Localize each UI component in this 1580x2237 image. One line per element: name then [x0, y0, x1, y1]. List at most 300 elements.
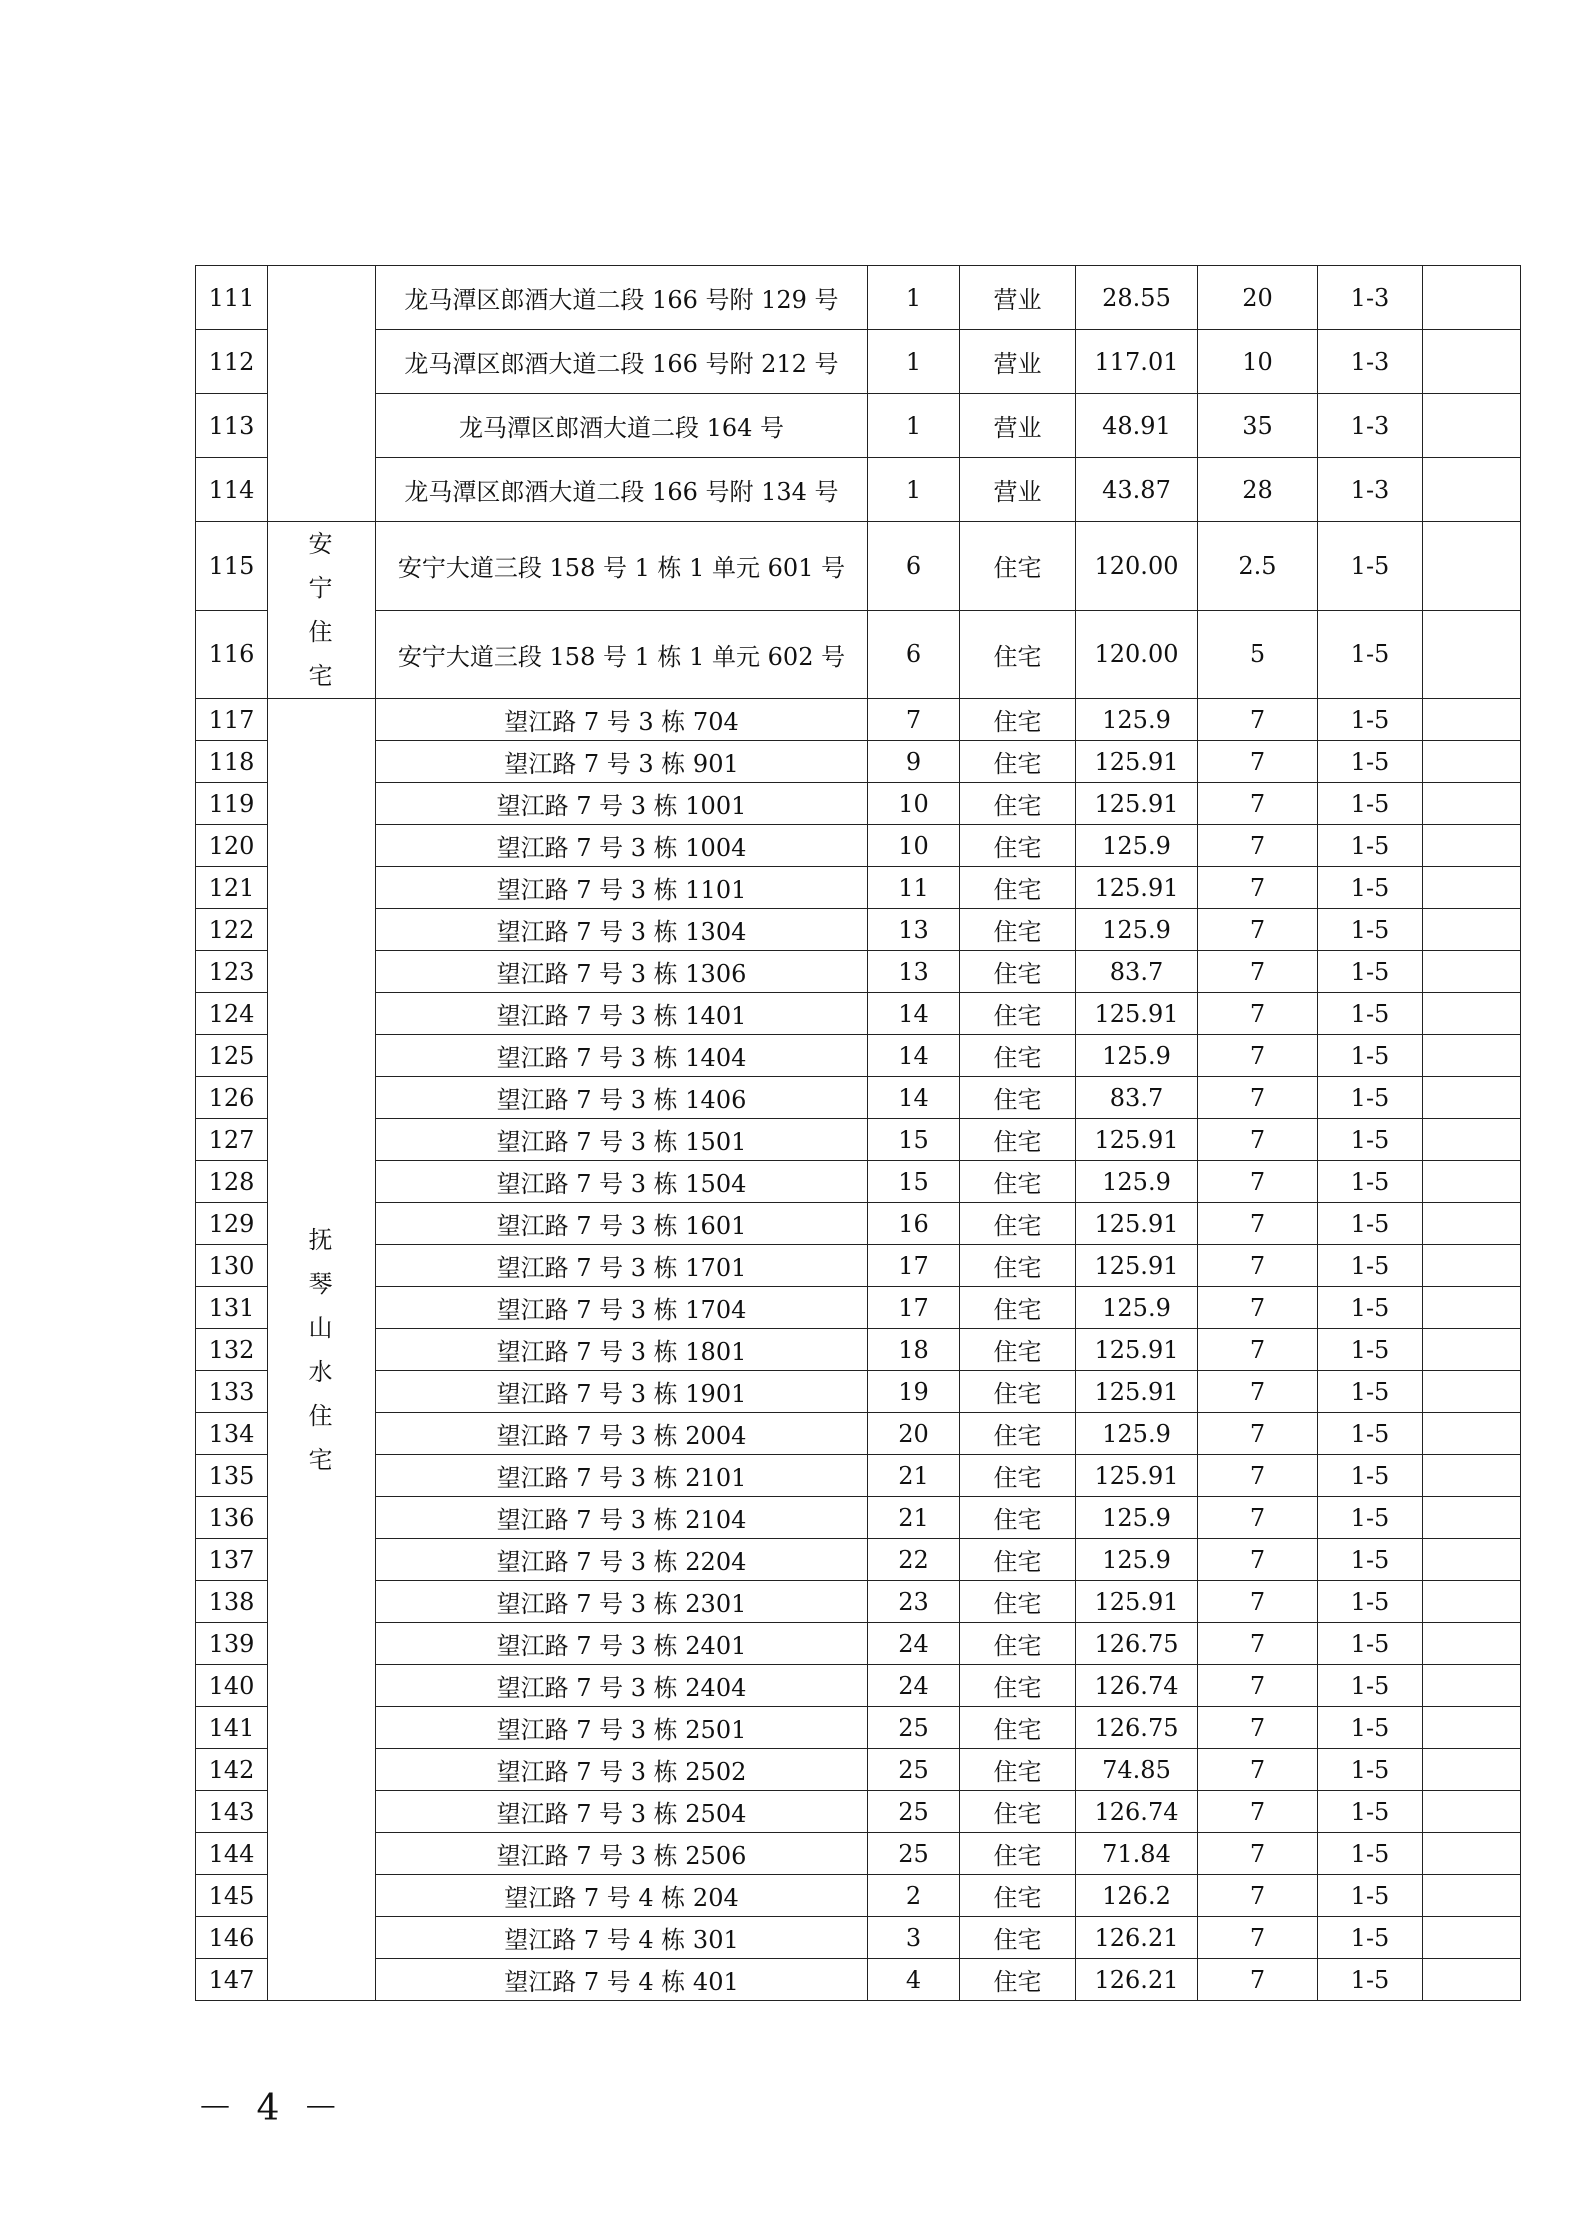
area-cell: 126.74 [1076, 1791, 1198, 1833]
table-row [196, 1497, 1521, 1539]
period-cell: 1-5 [1318, 1497, 1423, 1539]
floor-cell: 1 [868, 458, 960, 522]
table-row [196, 610, 1521, 699]
row-index: 131 [196, 1287, 268, 1329]
usage-cell: 住宅 [960, 741, 1076, 783]
note-cell [1423, 1875, 1521, 1917]
area-cell: 43.87 [1076, 458, 1198, 522]
floor-cell: 17 [868, 1287, 960, 1329]
area-cell: 125.91 [1076, 1329, 1198, 1371]
period-cell: 1-5 [1318, 1077, 1423, 1119]
group-cell [268, 699, 376, 2001]
address-cell: 望江路 7 号 3 栋 1406 [376, 1077, 868, 1119]
table-row [196, 1455, 1521, 1497]
usage-cell: 住宅 [960, 909, 1076, 951]
address-cell: 龙马潭区郎酒大道二段 166 号附 212 号 [376, 330, 868, 394]
note-cell [1423, 1245, 1521, 1287]
term-cell: 7 [1198, 699, 1318, 741]
term-cell: 5 [1198, 610, 1318, 699]
period-cell: 1-5 [1318, 1119, 1423, 1161]
usage-cell: 住宅 [960, 1749, 1076, 1791]
period-cell: 1-5 [1318, 1623, 1423, 1665]
area-cell: 125.91 [1076, 1455, 1198, 1497]
usage-cell: 住宅 [960, 1161, 1076, 1203]
floor-cell: 25 [868, 1749, 960, 1791]
usage-cell: 住宅 [960, 1581, 1076, 1623]
address-cell: 安宁大道三段 158 号 1 栋 1 单元 601 号 [376, 522, 868, 611]
period-cell: 1-5 [1318, 522, 1423, 611]
row-index: 113 [196, 394, 268, 458]
area-cell: 126.75 [1076, 1623, 1198, 1665]
row-index: 125 [196, 1035, 268, 1077]
group-label: 安宁住宅 [308, 530, 335, 690]
table-row [196, 1539, 1521, 1581]
table-row [196, 741, 1521, 783]
floor-cell: 21 [868, 1497, 960, 1539]
address-cell: 望江路 7 号 3 栋 1101 [376, 867, 868, 909]
row-index: 145 [196, 1875, 268, 1917]
term-cell: 7 [1198, 867, 1318, 909]
usage-cell: 住宅 [960, 1287, 1076, 1329]
row-index: 129 [196, 1203, 268, 1245]
floor-cell: 20 [868, 1413, 960, 1455]
table-row [196, 458, 1521, 522]
row-index: 136 [196, 1497, 268, 1539]
usage-cell: 住宅 [960, 1497, 1076, 1539]
term-cell: 7 [1198, 1875, 1318, 1917]
term-cell: 20 [1198, 266, 1318, 330]
note-cell [1423, 1791, 1521, 1833]
note-cell [1423, 867, 1521, 909]
period-cell: 1-5 [1318, 610, 1423, 699]
period-cell: 1-5 [1318, 1413, 1423, 1455]
address-cell: 龙马潭区郎酒大道二段 166 号附 134 号 [376, 458, 868, 522]
area-cell: 125.9 [1076, 1035, 1198, 1077]
floor-cell: 16 [868, 1203, 960, 1245]
area-cell: 120.00 [1076, 522, 1198, 611]
note-cell [1423, 1581, 1521, 1623]
note-cell [1423, 394, 1521, 458]
table-row [196, 1749, 1521, 1791]
row-index: 111 [196, 266, 268, 330]
address-cell: 望江路 7 号 3 栋 1001 [376, 783, 868, 825]
note-cell [1423, 266, 1521, 330]
note-cell [1423, 1455, 1521, 1497]
address-cell: 望江路 7 号 3 栋 1701 [376, 1245, 868, 1287]
address-cell: 望江路 7 号 3 栋 2404 [376, 1665, 868, 1707]
area-cell: 126.2 [1076, 1875, 1198, 1917]
period-cell: 1-5 [1318, 1707, 1423, 1749]
period-cell: 1-5 [1318, 867, 1423, 909]
table-row [196, 1329, 1521, 1371]
area-cell: 125.9 [1076, 1497, 1198, 1539]
table-row [196, 330, 1521, 394]
term-cell: 7 [1198, 1833, 1318, 1875]
floor-cell: 13 [868, 951, 960, 993]
table-row [196, 394, 1521, 458]
floor-cell: 15 [868, 1161, 960, 1203]
note-cell [1423, 1161, 1521, 1203]
floor-cell: 9 [868, 741, 960, 783]
note-cell [1423, 1119, 1521, 1161]
period-cell: 1-3 [1318, 458, 1423, 522]
floor-cell: 21 [868, 1455, 960, 1497]
usage-cell: 住宅 [960, 951, 1076, 993]
floor-cell: 10 [868, 825, 960, 867]
term-cell: 35 [1198, 394, 1318, 458]
address-cell: 望江路 7 号 3 栋 2501 [376, 1707, 868, 1749]
address-cell: 望江路 7 号 3 栋 1306 [376, 951, 868, 993]
floor-cell: 10 [868, 783, 960, 825]
floor-cell: 7 [868, 699, 960, 741]
area-cell: 125.9 [1076, 1413, 1198, 1455]
usage-cell: 住宅 [960, 1077, 1076, 1119]
address-cell: 望江路 7 号 3 栋 1801 [376, 1329, 868, 1371]
term-cell: 7 [1198, 1119, 1318, 1161]
group-label: 抚琴山水住宅 [308, 1225, 335, 1474]
note-cell [1423, 1833, 1521, 1875]
area-cell: 126.21 [1076, 1959, 1198, 2001]
period-cell: 1-5 [1318, 1665, 1423, 1707]
area-cell: 125.91 [1076, 1371, 1198, 1413]
usage-cell: 营业 [960, 266, 1076, 330]
address-cell: 望江路 7 号 4 栋 301 [376, 1917, 868, 1959]
usage-cell: 住宅 [960, 1707, 1076, 1749]
group-cell [268, 266, 376, 522]
area-cell: 125.91 [1076, 1203, 1198, 1245]
period-cell: 1-5 [1318, 1875, 1423, 1917]
address-cell: 望江路 7 号 3 栋 1004 [376, 825, 868, 867]
table-row [196, 699, 1521, 741]
note-cell [1423, 458, 1521, 522]
address-cell: 望江路 7 号 3 栋 2401 [376, 1623, 868, 1665]
table-row [196, 825, 1521, 867]
period-cell: 1-5 [1318, 1539, 1423, 1581]
row-index: 141 [196, 1707, 268, 1749]
table-row [196, 1623, 1521, 1665]
address-cell: 望江路 7 号 3 栋 2504 [376, 1791, 868, 1833]
row-index: 114 [196, 458, 268, 522]
floor-cell: 17 [868, 1245, 960, 1287]
term-cell: 7 [1198, 1245, 1318, 1287]
row-index: 119 [196, 783, 268, 825]
table-row [196, 1035, 1521, 1077]
area-cell: 125.91 [1076, 783, 1198, 825]
address-cell: 望江路 7 号 3 栋 1501 [376, 1119, 868, 1161]
usage-cell: 住宅 [960, 1455, 1076, 1497]
table-row [196, 1245, 1521, 1287]
row-index: 117 [196, 699, 268, 741]
period-cell: 1-5 [1318, 1035, 1423, 1077]
note-cell [1423, 610, 1521, 699]
period-cell: 1-3 [1318, 330, 1423, 394]
term-cell: 7 [1198, 951, 1318, 993]
note-cell [1423, 1917, 1521, 1959]
floor-cell: 15 [868, 1119, 960, 1161]
address-cell: 望江路 7 号 3 栋 901 [376, 741, 868, 783]
period-cell: 1-5 [1318, 1371, 1423, 1413]
area-cell: 117.01 [1076, 330, 1198, 394]
period-cell: 1-3 [1318, 394, 1423, 458]
area-cell: 83.7 [1076, 951, 1198, 993]
table-body [196, 266, 1521, 2001]
area-cell: 126.75 [1076, 1707, 1198, 1749]
floor-cell: 14 [868, 1035, 960, 1077]
period-cell: 1-3 [1318, 266, 1423, 330]
note-cell [1423, 1665, 1521, 1707]
usage-cell: 住宅 [960, 1035, 1076, 1077]
usage-cell: 住宅 [960, 1791, 1076, 1833]
table-row [196, 1287, 1521, 1329]
usage-cell: 住宅 [960, 1203, 1076, 1245]
area-cell: 120.00 [1076, 610, 1198, 699]
address-cell: 望江路 7 号 3 栋 1901 [376, 1371, 868, 1413]
term-cell: 7 [1198, 1749, 1318, 1791]
row-index: 142 [196, 1749, 268, 1791]
row-index: 121 [196, 867, 268, 909]
table-row [196, 1875, 1521, 1917]
area-cell: 83.7 [1076, 1077, 1198, 1119]
period-cell: 1-5 [1318, 993, 1423, 1035]
address-cell: 望江路 7 号 3 栋 1601 [376, 1203, 868, 1245]
table-row [196, 1581, 1521, 1623]
row-index: 133 [196, 1371, 268, 1413]
term-cell: 7 [1198, 1161, 1318, 1203]
term-cell: 10 [1198, 330, 1318, 394]
note-cell [1423, 522, 1521, 611]
row-index: 144 [196, 1833, 268, 1875]
usage-cell: 住宅 [960, 1833, 1076, 1875]
table-row [196, 1707, 1521, 1749]
area-cell: 125.9 [1076, 699, 1198, 741]
period-cell: 1-5 [1318, 1749, 1423, 1791]
address-cell: 望江路 7 号 3 栋 1704 [376, 1287, 868, 1329]
table-row [196, 783, 1521, 825]
period-cell: 1-5 [1318, 699, 1423, 741]
floor-cell: 2 [868, 1875, 960, 1917]
row-index: 130 [196, 1245, 268, 1287]
table-row [196, 993, 1521, 1035]
floor-cell: 1 [868, 266, 960, 330]
floor-cell: 6 [868, 610, 960, 699]
address-cell: 望江路 7 号 3 栋 2004 [376, 1413, 868, 1455]
period-cell: 1-5 [1318, 741, 1423, 783]
table-row [196, 1119, 1521, 1161]
term-cell: 7 [1198, 1497, 1318, 1539]
usage-cell: 住宅 [960, 1329, 1076, 1371]
table-row [196, 951, 1521, 993]
floor-cell: 1 [868, 330, 960, 394]
term-cell: 7 [1198, 1665, 1318, 1707]
term-cell: 7 [1198, 1623, 1318, 1665]
note-cell [1423, 1497, 1521, 1539]
row-index: 140 [196, 1665, 268, 1707]
floor-cell: 4 [868, 1959, 960, 2001]
term-cell: 7 [1198, 909, 1318, 951]
table-row [196, 1077, 1521, 1119]
note-cell [1423, 951, 1521, 993]
usage-cell: 住宅 [960, 610, 1076, 699]
period-cell: 1-5 [1318, 1791, 1423, 1833]
row-index: 116 [196, 610, 268, 699]
address-cell: 望江路 7 号 3 栋 1504 [376, 1161, 868, 1203]
note-cell [1423, 1329, 1521, 1371]
table-row [196, 1203, 1521, 1245]
note-cell [1423, 909, 1521, 951]
area-cell: 125.9 [1076, 825, 1198, 867]
period-cell: 1-5 [1318, 783, 1423, 825]
address-cell: 安宁大道三段 158 号 1 栋 1 单元 602 号 [376, 610, 868, 699]
note-cell [1423, 699, 1521, 741]
row-index: 143 [196, 1791, 268, 1833]
term-cell: 7 [1198, 1791, 1318, 1833]
period-cell: 1-5 [1318, 1329, 1423, 1371]
area-cell: 125.9 [1076, 909, 1198, 951]
row-index: 134 [196, 1413, 268, 1455]
term-cell: 7 [1198, 1287, 1318, 1329]
period-cell: 1-5 [1318, 1455, 1423, 1497]
group-cell [268, 522, 376, 699]
term-cell: 7 [1198, 1077, 1318, 1119]
table-row [196, 1161, 1521, 1203]
floor-cell: 14 [868, 1077, 960, 1119]
term-cell: 7 [1198, 1581, 1318, 1623]
table-row [196, 1371, 1521, 1413]
note-cell [1423, 741, 1521, 783]
usage-cell: 住宅 [960, 1413, 1076, 1455]
row-index: 135 [196, 1455, 268, 1497]
area-cell: 126.21 [1076, 1917, 1198, 1959]
term-cell: 7 [1198, 1917, 1318, 1959]
row-index: 120 [196, 825, 268, 867]
table-row [196, 1833, 1521, 1875]
usage-cell: 住宅 [960, 783, 1076, 825]
address-cell: 望江路 7 号 3 栋 1404 [376, 1035, 868, 1077]
term-cell: 7 [1198, 1371, 1318, 1413]
period-cell: 1-5 [1318, 951, 1423, 993]
table-row [196, 1959, 1521, 2001]
page-number: － 4 － [197, 2088, 345, 2129]
usage-cell: 住宅 [960, 1665, 1076, 1707]
address-cell: 望江路 7 号 3 栋 2502 [376, 1749, 868, 1791]
table-row [196, 1413, 1521, 1455]
usage-cell: 营业 [960, 394, 1076, 458]
floor-cell: 13 [868, 909, 960, 951]
floor-cell: 3 [868, 1917, 960, 1959]
area-cell: 71.84 [1076, 1833, 1198, 1875]
table-row [196, 1665, 1521, 1707]
address-cell: 望江路 7 号 3 栋 2104 [376, 1497, 868, 1539]
table-row [196, 1917, 1521, 1959]
area-cell: 48.91 [1076, 394, 1198, 458]
row-index: 132 [196, 1329, 268, 1371]
usage-cell: 住宅 [960, 699, 1076, 741]
note-cell [1423, 1203, 1521, 1245]
row-index: 128 [196, 1161, 268, 1203]
row-index: 112 [196, 330, 268, 394]
address-cell: 望江路 7 号 3 栋 2506 [376, 1833, 868, 1875]
area-cell: 74.85 [1076, 1749, 1198, 1791]
row-index: 118 [196, 741, 268, 783]
table-row [196, 266, 1521, 330]
row-index: 115 [196, 522, 268, 611]
note-cell [1423, 993, 1521, 1035]
address-cell: 望江路 7 号 3 栋 704 [376, 699, 868, 741]
address-cell: 望江路 7 号 3 栋 1304 [376, 909, 868, 951]
address-cell: 望江路 7 号 3 栋 1401 [376, 993, 868, 1035]
floor-cell: 25 [868, 1833, 960, 1875]
area-cell: 28.55 [1076, 266, 1198, 330]
table-row [196, 909, 1521, 951]
area-cell: 125.9 [1076, 1287, 1198, 1329]
floor-cell: 19 [868, 1371, 960, 1413]
table-row [196, 1791, 1521, 1833]
term-cell: 7 [1198, 825, 1318, 867]
row-index: 146 [196, 1917, 268, 1959]
term-cell: 7 [1198, 1329, 1318, 1371]
period-cell: 1-5 [1318, 1245, 1423, 1287]
usage-cell: 住宅 [960, 1371, 1076, 1413]
area-cell: 125.91 [1076, 741, 1198, 783]
usage-cell: 住宅 [960, 993, 1076, 1035]
row-index: 122 [196, 909, 268, 951]
usage-cell: 住宅 [960, 1623, 1076, 1665]
area-cell: 125.91 [1076, 1581, 1198, 1623]
usage-cell: 住宅 [960, 1959, 1076, 2001]
note-cell [1423, 1413, 1521, 1455]
address-cell: 望江路 7 号 4 栋 204 [376, 1875, 868, 1917]
floor-cell: 24 [868, 1623, 960, 1665]
row-index: 127 [196, 1119, 268, 1161]
address-cell: 龙马潭区郎酒大道二段 166 号附 129 号 [376, 266, 868, 330]
period-cell: 1-5 [1318, 1833, 1423, 1875]
term-cell: 28 [1198, 458, 1318, 522]
floor-cell: 22 [868, 1539, 960, 1581]
period-cell: 1-5 [1318, 1959, 1423, 2001]
term-cell: 7 [1198, 1707, 1318, 1749]
floor-cell: 24 [868, 1665, 960, 1707]
area-cell: 125.91 [1076, 993, 1198, 1035]
term-cell: 7 [1198, 1539, 1318, 1581]
term-cell: 7 [1198, 1413, 1318, 1455]
address-cell: 望江路 7 号 3 栋 2204 [376, 1539, 868, 1581]
property-table [195, 265, 1521, 2001]
row-index: 138 [196, 1581, 268, 1623]
row-index: 139 [196, 1623, 268, 1665]
usage-cell: 住宅 [960, 1875, 1076, 1917]
period-cell: 1-5 [1318, 909, 1423, 951]
area-cell: 125.9 [1076, 1161, 1198, 1203]
floor-cell: 25 [868, 1791, 960, 1833]
usage-cell: 住宅 [960, 825, 1076, 867]
usage-cell: 营业 [960, 330, 1076, 394]
term-cell: 7 [1198, 1455, 1318, 1497]
note-cell [1423, 1287, 1521, 1329]
note-cell [1423, 1035, 1521, 1077]
note-cell [1423, 1371, 1521, 1413]
area-cell: 125.9 [1076, 1539, 1198, 1581]
address-cell: 望江路 7 号 4 栋 401 [376, 1959, 868, 2001]
floor-cell: 18 [868, 1329, 960, 1371]
term-cell: 7 [1198, 1035, 1318, 1077]
term-cell: 7 [1198, 1959, 1318, 2001]
period-cell: 1-5 [1318, 1203, 1423, 1245]
row-index: 126 [196, 1077, 268, 1119]
floor-cell: 1 [868, 394, 960, 458]
address-cell: 望江路 7 号 3 栋 2101 [376, 1455, 868, 1497]
floor-cell: 11 [868, 867, 960, 909]
usage-cell: 住宅 [960, 1119, 1076, 1161]
